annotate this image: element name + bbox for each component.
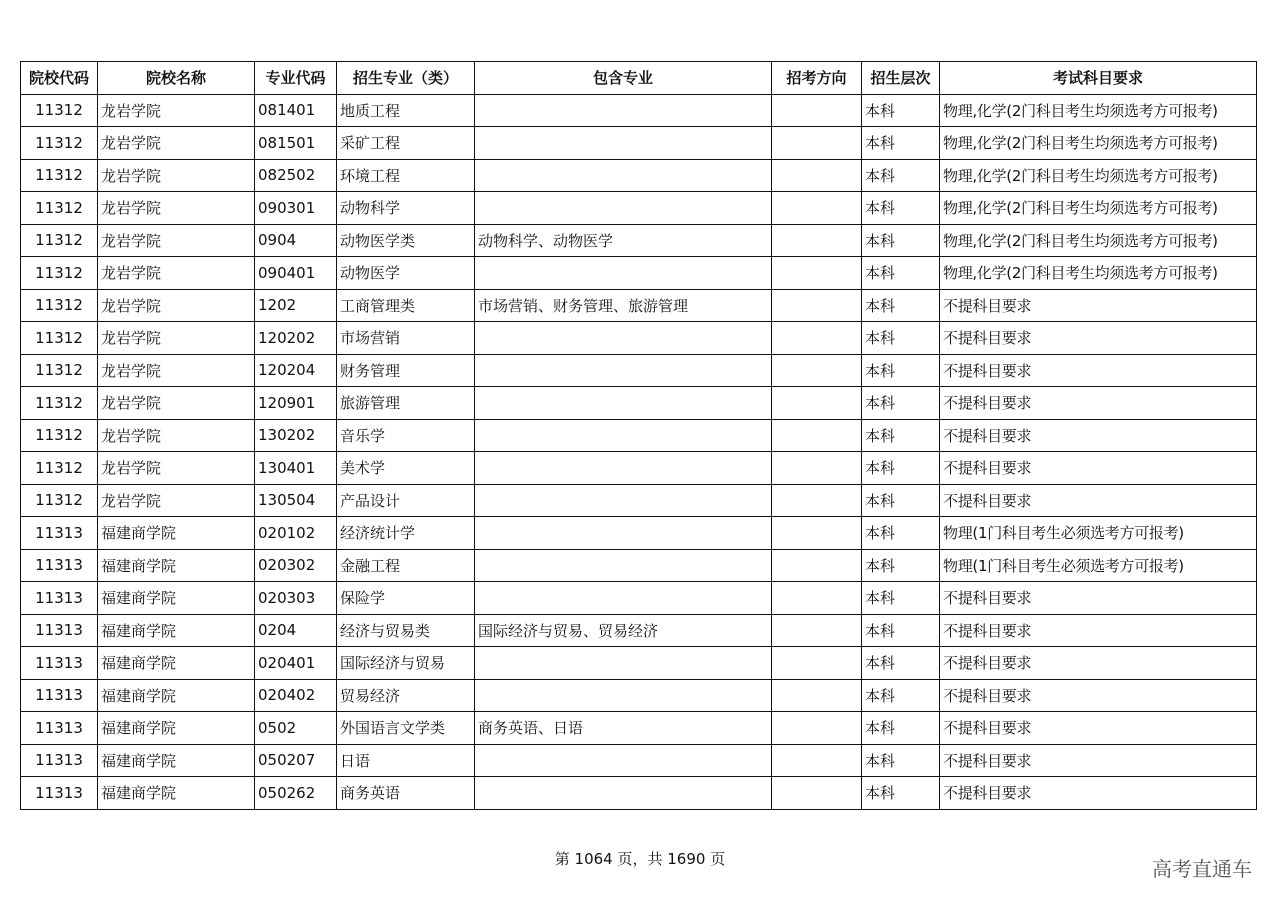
cell-school-code: 11312 [21, 387, 98, 420]
cell-level: 本科 [862, 94, 940, 127]
cell-included-majors [475, 484, 772, 517]
cell-school-code: 11313 [21, 614, 98, 647]
cell-school-code: 11312 [21, 159, 98, 192]
cell-level: 本科 [862, 322, 940, 355]
table-row [21, 224, 1257, 257]
cell-school-code: 11312 [21, 322, 98, 355]
cell-school-name: 龙岩学院 [98, 224, 255, 257]
cell-school-name: 福建商学院 [98, 647, 255, 680]
cell-school-name: 福建商学院 [98, 777, 255, 810]
admissions-table [20, 61, 1257, 810]
cell-direction [772, 257, 862, 290]
cell-major: 日语 [337, 744, 475, 777]
cell-included-majors [475, 257, 772, 290]
cell-level: 本科 [862, 159, 940, 192]
cell-school-name: 龙岩学院 [98, 192, 255, 225]
col-header-direction: 招考方向 [772, 62, 862, 95]
cell-direction [772, 127, 862, 160]
header-row [21, 62, 1257, 95]
table-row [21, 549, 1257, 582]
cell-school-name: 福建商学院 [98, 549, 255, 582]
cell-included-majors [475, 159, 772, 192]
cell-level: 本科 [862, 777, 940, 810]
cell-school-name: 福建商学院 [98, 517, 255, 550]
cell-subject-requirement: 物理,化学(2门科目考生均须选考方可报考) [940, 94, 1257, 127]
cell-level: 本科 [862, 419, 940, 452]
cell-direction [772, 484, 862, 517]
cell-major: 动物科学 [337, 192, 475, 225]
cell-major-code: 020303 [255, 582, 337, 615]
cell-level: 本科 [862, 712, 940, 745]
cell-school-code: 11313 [21, 647, 98, 680]
cell-level: 本科 [862, 257, 940, 290]
cell-major: 采矿工程 [337, 127, 475, 160]
table-row [21, 94, 1257, 127]
cell-school-name: 福建商学院 [98, 712, 255, 745]
cell-included-majors [475, 582, 772, 615]
cell-included-majors: 商务英语、日语 [475, 712, 772, 745]
cell-major-code: 020402 [255, 679, 337, 712]
cell-subject-requirement: 不提科目要求 [940, 452, 1257, 485]
cell-subject-requirement: 物理,化学(2门科目考生均须选考方可报考) [940, 257, 1257, 290]
cell-included-majors [475, 549, 772, 582]
cell-level: 本科 [862, 517, 940, 550]
col-header-subject-requirement: 考试科目要求 [940, 62, 1257, 95]
cell-subject-requirement: 不提科目要求 [940, 777, 1257, 810]
cell-major: 音乐学 [337, 419, 475, 452]
cell-direction [772, 419, 862, 452]
cell-direction [772, 452, 862, 485]
col-header-school-code: 院校代码 [21, 62, 98, 95]
cell-level: 本科 [862, 289, 940, 322]
cell-level: 本科 [862, 647, 940, 680]
cell-school-name: 龙岩学院 [98, 387, 255, 420]
cell-major: 美术学 [337, 452, 475, 485]
table-row [21, 289, 1257, 322]
cell-major: 市场营销 [337, 322, 475, 355]
cell-major-code: 020102 [255, 517, 337, 550]
cell-school-name: 福建商学院 [98, 614, 255, 647]
table-row [21, 127, 1257, 160]
cell-major: 经济与贸易类 [337, 614, 475, 647]
cell-major: 工商管理类 [337, 289, 475, 322]
cell-direction [772, 517, 862, 550]
cell-included-majors [475, 517, 772, 550]
cell-subject-requirement: 物理,化学(2门科目考生均须选考方可报考) [940, 224, 1257, 257]
cell-major: 地质工程 [337, 94, 475, 127]
cell-subject-requirement: 不提科目要求 [940, 354, 1257, 387]
cell-school-code: 11313 [21, 582, 98, 615]
cell-major-code: 081501 [255, 127, 337, 160]
cell-direction [772, 647, 862, 680]
cell-school-code: 11312 [21, 224, 98, 257]
cell-major-code: 120204 [255, 354, 337, 387]
cell-level: 本科 [862, 582, 940, 615]
cell-included-majors [475, 387, 772, 420]
table-row [21, 322, 1257, 355]
cell-major: 产品设计 [337, 484, 475, 517]
cell-school-code: 11313 [21, 517, 98, 550]
cell-level: 本科 [862, 224, 940, 257]
cell-level: 本科 [862, 549, 940, 582]
cell-direction [772, 549, 862, 582]
cell-school-name: 龙岩学院 [98, 289, 255, 322]
table-row [21, 712, 1257, 745]
cell-school-name: 龙岩学院 [98, 452, 255, 485]
cell-subject-requirement: 不提科目要求 [940, 614, 1257, 647]
cell-school-code: 11312 [21, 452, 98, 485]
table-row [21, 484, 1257, 517]
cell-major-code: 020401 [255, 647, 337, 680]
cell-school-code: 11313 [21, 712, 98, 745]
cell-major-code: 090301 [255, 192, 337, 225]
cell-subject-requirement: 不提科目要求 [940, 419, 1257, 452]
cell-major-code: 082502 [255, 159, 337, 192]
table-row [21, 647, 1257, 680]
table-row [21, 257, 1257, 290]
cell-school-code: 11312 [21, 257, 98, 290]
table-row [21, 387, 1257, 420]
cell-major-code: 120901 [255, 387, 337, 420]
cell-school-name: 龙岩学院 [98, 159, 255, 192]
cell-major: 经济统计学 [337, 517, 475, 550]
cell-included-majors [475, 647, 772, 680]
cell-direction [772, 94, 862, 127]
cell-school-name: 龙岩学院 [98, 322, 255, 355]
cell-included-majors: 国际经济与贸易、贸易经济 [475, 614, 772, 647]
cell-direction [772, 777, 862, 810]
cell-subject-requirement: 不提科目要求 [940, 679, 1257, 712]
cell-subject-requirement: 不提科目要求 [940, 712, 1257, 745]
cell-school-name: 龙岩学院 [98, 94, 255, 127]
cell-school-name: 龙岩学院 [98, 419, 255, 452]
cell-school-code: 11312 [21, 484, 98, 517]
cell-included-majors [475, 127, 772, 160]
cell-major: 国际经济与贸易 [337, 647, 475, 680]
table-body [21, 94, 1257, 809]
cell-subject-requirement: 不提科目要求 [940, 582, 1257, 615]
cell-major: 动物医学 [337, 257, 475, 290]
cell-major-code: 0204 [255, 614, 337, 647]
table-row [21, 517, 1257, 550]
table-row [21, 614, 1257, 647]
cell-subject-requirement: 物理,化学(2门科目考生均须选考方可报考) [940, 192, 1257, 225]
cell-school-name: 龙岩学院 [98, 127, 255, 160]
cell-school-code: 11312 [21, 94, 98, 127]
cell-major-code: 050262 [255, 777, 337, 810]
cell-school-name: 福建商学院 [98, 744, 255, 777]
cell-school-name: 福建商学院 [98, 582, 255, 615]
cell-major: 保险学 [337, 582, 475, 615]
cell-school-code: 11313 [21, 777, 98, 810]
cell-included-majors [475, 452, 772, 485]
cell-subject-requirement: 不提科目要求 [940, 647, 1257, 680]
cell-major-code: 130202 [255, 419, 337, 452]
cell-direction [772, 614, 862, 647]
cell-level: 本科 [862, 354, 940, 387]
cell-school-code: 11313 [21, 549, 98, 582]
cell-major: 旅游管理 [337, 387, 475, 420]
watermark: 高考直通车 [1152, 857, 1252, 881]
col-header-level: 招生层次 [862, 62, 940, 95]
cell-major-code: 0904 [255, 224, 337, 257]
cell-direction [772, 224, 862, 257]
cell-major-code: 0502 [255, 712, 337, 745]
cell-direction [772, 744, 862, 777]
cell-subject-requirement: 不提科目要求 [940, 744, 1257, 777]
cell-included-majors [475, 94, 772, 127]
cell-direction [772, 354, 862, 387]
cell-direction [772, 159, 862, 192]
cell-school-name: 福建商学院 [98, 679, 255, 712]
cell-direction [772, 289, 862, 322]
cell-level: 本科 [862, 744, 940, 777]
cell-level: 本科 [862, 127, 940, 160]
cell-school-code: 11313 [21, 744, 98, 777]
cell-included-majors [475, 322, 772, 355]
cell-included-majors [475, 777, 772, 810]
cell-level: 本科 [862, 614, 940, 647]
cell-subject-requirement: 不提科目要求 [940, 387, 1257, 420]
cell-major-code: 020302 [255, 549, 337, 582]
cell-major-code: 1202 [255, 289, 337, 322]
cell-direction [772, 712, 862, 745]
table-row [21, 582, 1257, 615]
cell-major: 环境工程 [337, 159, 475, 192]
cell-major-code: 130504 [255, 484, 337, 517]
col-header-major-code: 专业代码 [255, 62, 337, 95]
table-row [21, 419, 1257, 452]
table-row [21, 192, 1257, 225]
cell-direction [772, 322, 862, 355]
cell-school-code: 11312 [21, 289, 98, 322]
cell-major-code: 130401 [255, 452, 337, 485]
cell-included-majors [475, 354, 772, 387]
cell-major: 金融工程 [337, 549, 475, 582]
table-row [21, 679, 1257, 712]
table-row [21, 159, 1257, 192]
cell-level: 本科 [862, 679, 940, 712]
cell-school-code: 11312 [21, 354, 98, 387]
col-header-included-majors: 包含专业 [475, 62, 772, 95]
cell-included-majors: 动物科学、动物医学 [475, 224, 772, 257]
cell-major-code: 050207 [255, 744, 337, 777]
cell-major: 财务管理 [337, 354, 475, 387]
cell-major-code: 090401 [255, 257, 337, 290]
cell-major-code: 120202 [255, 322, 337, 355]
cell-level: 本科 [862, 387, 940, 420]
cell-major-code: 081401 [255, 94, 337, 127]
cell-school-name: 龙岩学院 [98, 354, 255, 387]
cell-included-majors: 市场营销、财务管理、旅游管理 [475, 289, 772, 322]
cell-included-majors [475, 192, 772, 225]
cell-subject-requirement: 不提科目要求 [940, 484, 1257, 517]
table-row [21, 452, 1257, 485]
cell-subject-requirement: 不提科目要求 [940, 289, 1257, 322]
cell-subject-requirement: 物理(1门科目考生必须选考方可报考) [940, 549, 1257, 582]
col-header-school-name: 院校名称 [98, 62, 255, 95]
table-row [21, 744, 1257, 777]
cell-major: 动物医学类 [337, 224, 475, 257]
cell-school-code: 11312 [21, 419, 98, 452]
page-number: 第 1064 页，共 1690 页 [554, 850, 726, 868]
cell-school-code: 11313 [21, 679, 98, 712]
cell-included-majors [475, 419, 772, 452]
cell-direction [772, 679, 862, 712]
cell-direction [772, 582, 862, 615]
cell-major: 外国语言文学类 [337, 712, 475, 745]
cell-direction [772, 192, 862, 225]
cell-subject-requirement: 物理,化学(2门科目考生均须选考方可报考) [940, 127, 1257, 160]
cell-subject-requirement: 不提科目要求 [940, 322, 1257, 355]
cell-included-majors [475, 744, 772, 777]
cell-school-name: 龙岩学院 [98, 257, 255, 290]
cell-level: 本科 [862, 192, 940, 225]
table-row [21, 777, 1257, 810]
cell-level: 本科 [862, 484, 940, 517]
col-header-major: 招生专业（类） [337, 62, 475, 95]
cell-school-code: 11312 [21, 192, 98, 225]
cell-school-name: 龙岩学院 [98, 484, 255, 517]
cell-direction [772, 387, 862, 420]
table-row [21, 354, 1257, 387]
cell-school-code: 11312 [21, 127, 98, 160]
cell-major: 商务英语 [337, 777, 475, 810]
cell-included-majors [475, 679, 772, 712]
cell-major: 贸易经济 [337, 679, 475, 712]
cell-subject-requirement: 物理,化学(2门科目考生均须选考方可报考) [940, 159, 1257, 192]
cell-level: 本科 [862, 452, 940, 485]
cell-subject-requirement: 物理(1门科目考生必须选考方可报考) [940, 517, 1257, 550]
